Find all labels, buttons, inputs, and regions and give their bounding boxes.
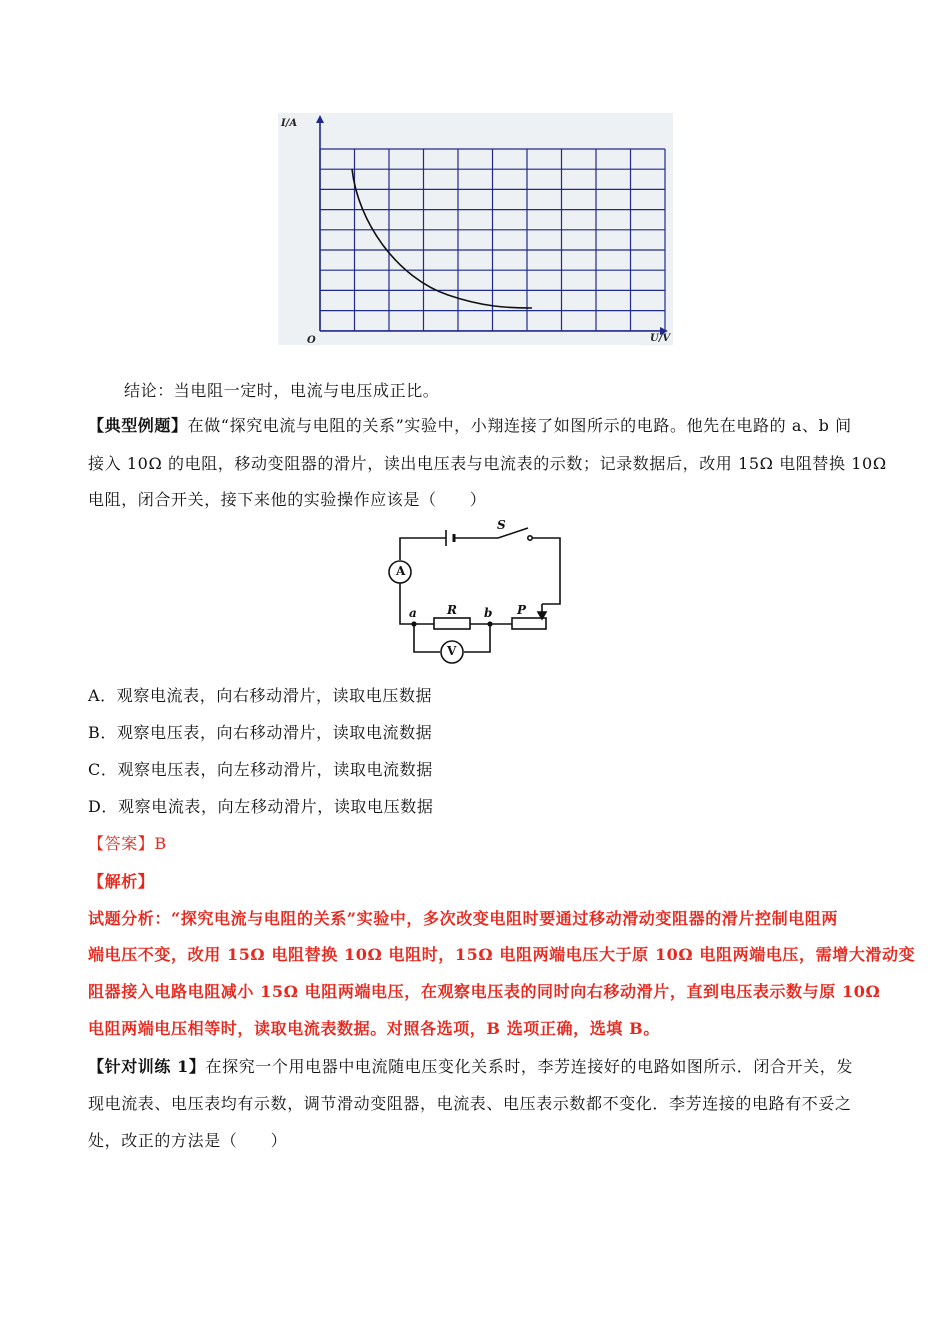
resistor-label: R (447, 603, 457, 617)
conclusion-text: 结论：当电阻一定时，电流与电压成正比。 (124, 381, 440, 400)
node-a-label: a (409, 606, 417, 620)
analysis-line-1: 试题分析：“探究电流与电阻的关系”实验中，多次改变电阻时要通过移动滑动变阻器的滑片控制电阻两 (88, 909, 839, 928)
training-line-3: 处，改正的方法是（ ） (88, 1131, 288, 1150)
training-text-1: 在探究一个用电器中电流随电压变化关系时，李芳连接好的电路如图所示．闭合开关，发 (205, 1057, 853, 1076)
slider-label: P (517, 603, 527, 617)
training-line-1 (88, 1057, 853, 1077)
option-d: D．观察电流表，向左移动滑片，读取电压数据 (88, 797, 434, 816)
switch-label: S (497, 518, 506, 532)
x-axis-label: U/V (650, 333, 671, 344)
node-b-label: b (484, 606, 493, 620)
training-tag: 【针对训练 1】 (88, 1057, 206, 1076)
y-axis-label: I/A (281, 118, 298, 129)
graph-svg (278, 113, 673, 345)
analysis-line-2: 端电压不变，改用 15Ω 电阻替换 10Ω 电阻时，15Ω 电阻两端电压大于原 10Ω 电阻两端电压，需增大滑动变 (88, 945, 916, 964)
y-axis-arrow (316, 115, 324, 123)
voltmeter-label: V (447, 644, 457, 658)
option-c: C．观察电压表，向左移动滑片，读取电流数据 (88, 760, 433, 779)
analysis-line-4: 电阻两端电压相等时，读取电流表数据。对照各选项，B 选项正确，选填 B。 (88, 1019, 660, 1038)
answer-text: 【答案】B (88, 834, 167, 853)
example-line-3: 电阻，闭合开关，接下来他的实验操作应该是（ ） (88, 490, 487, 509)
origin-label: O (307, 335, 316, 346)
option-a: A．观察电流表，向右移动滑片，读取电压数据 (88, 686, 433, 705)
analysis-line-3: 阻器接入电路电阻减小 15Ω 电阻两端电压，在观察电压表的同时向右移动滑片，直到电压表示数与原 10Ω (88, 982, 881, 1001)
training-line-2: 现电流表、电压表均有示数，调节滑动变阻器，电流表、电压表示数都不变化．李芳连接的电路有不妥之 (88, 1094, 852, 1113)
example-tag: 【典型例题】 (88, 416, 188, 435)
example-line-1 (88, 416, 852, 436)
example-line-2: 接入 10Ω 的电阻，移动变阻器的滑片，读出电压表与电流表的示数；记录数据后，改用 15Ω 电阻替换 10Ω (88, 454, 887, 473)
option-b: B．观察电压表，向右移动滑片，读取电流数据 (88, 723, 433, 742)
ammeter-label: A (396, 564, 406, 578)
example-text-1: 在做“探究电流与电阻的关系”实验中，小翔连接了如图所示的电路。他先在电路的 a、b 间 (187, 416, 852, 435)
analysis-tag: 【解析】 (88, 872, 155, 891)
circuit-diagram (380, 520, 570, 670)
